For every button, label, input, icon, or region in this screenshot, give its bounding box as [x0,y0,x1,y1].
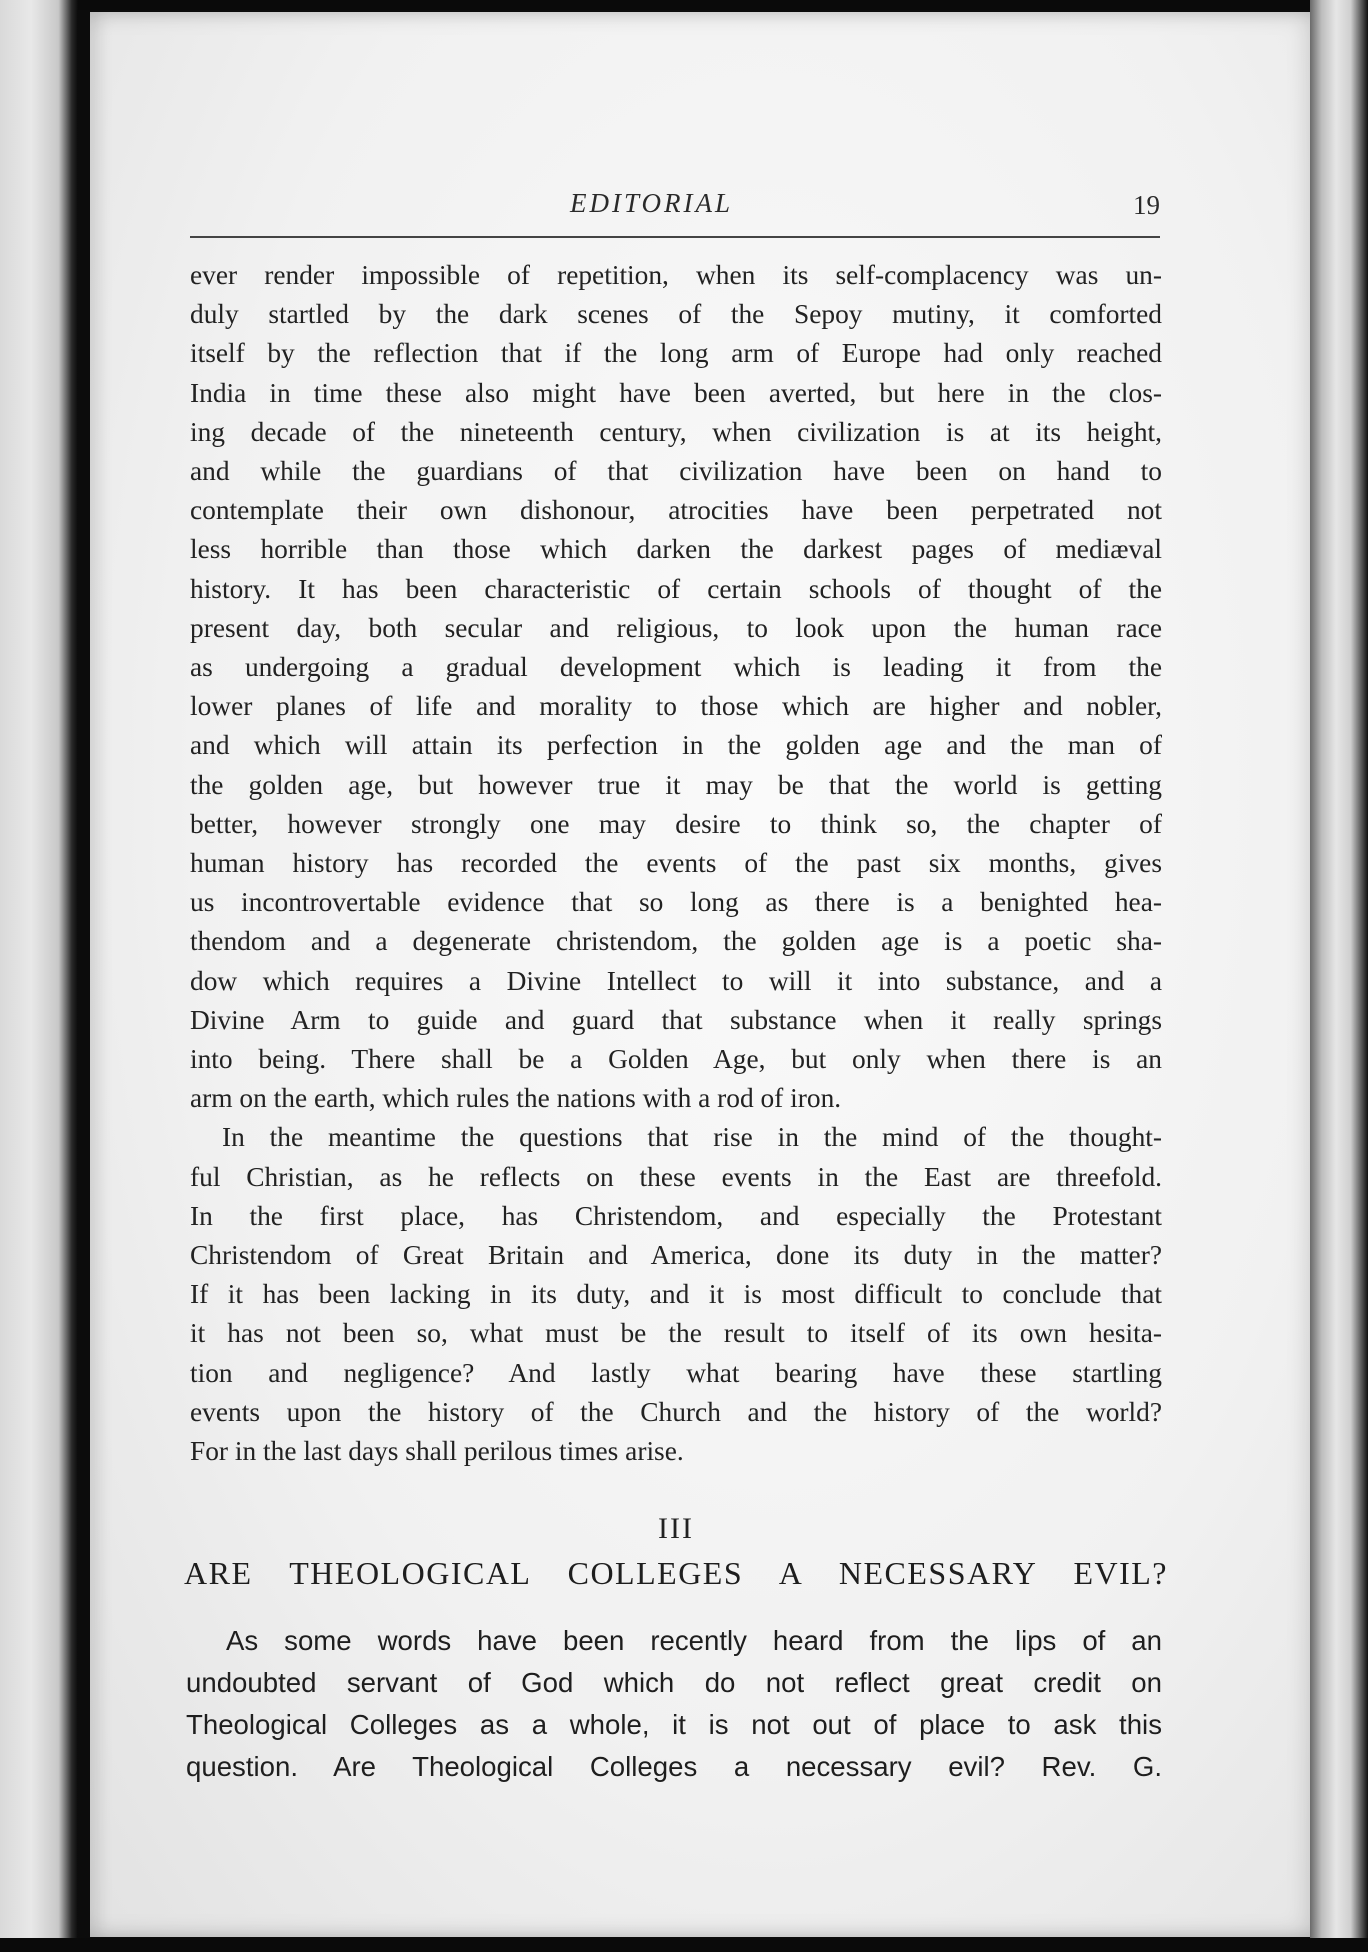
text-line: For in the last days shall perilous times arise. [190,1436,684,1467]
text-line: Christendom of Great Britain and America, done its duty in the matter? [190,1240,1162,1271]
paragraph-continued [190,256,1162,1118]
text-line: dow which requires a Divine Intellect to will it into substance, and a [190,965,1162,996]
text-line: itself by the reflection that if the long arm of Europe had only reached [190,338,1162,369]
text-line: duly startled by the dark scenes of the Sepoy mutiny, it comforted [190,299,1162,330]
body-text [190,256,1162,1471]
text-line: events upon the history of the Church and the history of the world? [190,1396,1162,1427]
text-line: ing decade of the nineteenth century, when civilization is at its height, [190,416,1162,447]
text-line: question. Are Theological Colleges a necessary evil? Rev. G. [186,1751,1162,1782]
text-line: present day, both secular and religious, to look upon the human race [190,612,1162,643]
text-line: In the first place, has Christendom, and especially the Protestant [190,1200,1162,1231]
text-line: us incontrovertable evidence that so long as there is a benighted hea- [190,887,1162,918]
text-line: into being. There shall be a Golden Age, but only when there is an [190,1044,1162,1075]
facing-page-edge [0,0,78,1952]
text-line: undoubted servant of God which do not reflect great credit on [186,1667,1162,1698]
text-line: thendom and a degenerate christendom, the golden age is a poetic sha- [190,926,1162,957]
text-line: and which will attain its perfection in the golden age and the man of [190,730,1162,761]
text-line: ful Christian, as he reflects on these events in the East are threefold. [190,1161,1162,1192]
text-line: In the meantime the questions that rise in the mind of the thought- [222,1122,1162,1153]
text-line: it has not been so, what must be the result to itself of its own hesita- [190,1318,1162,1349]
text-line: If it has been lacking in its duty, and it is most difficult to conclude that [190,1279,1162,1310]
text-line: India in time these also might have been averted, but here in the clos- [190,377,1162,408]
running-title: EDITORIAL [570,188,734,218]
text-line: human history has recorded the events of the past six months, gives [190,848,1162,879]
book-spine-edge [1310,0,1368,1952]
paragraph [190,1118,1162,1471]
text-line: ever render impossible of repetition, when its self-complacency was un- [190,260,1162,290]
section-body-text [186,1620,1162,1788]
scan-bottom-border [0,1938,1368,1952]
text-line: better, however strongly one may desire to think so, the chapter of [190,808,1162,839]
section-heading: ARE THEOLOGICAL COLLEGES A NECESSARY EVIL? [184,1555,1168,1591]
text-line: as undergoing a gradual development which is leading it from the [190,652,1162,683]
text-line: less horrible than those which darken the darkest pages of mediæval [190,534,1162,565]
text-line: As some words have been recently heard from the lips of an [226,1625,1162,1656]
text-line: Divine Arm to guide and guard that substance when it really springs [190,1004,1162,1035]
scan-top-border [0,0,1368,10]
text-line: Theological Colleges as a whole, it is not out of place to ask this [186,1709,1162,1740]
text-line: lower planes of life and morality to those which are higher and nobler, [190,691,1162,722]
page-number: 19 [1133,190,1160,220]
text-line: contemplate their own dishonour, atrocities have been perpetrated not [190,495,1162,526]
text-line: tion and negligence? And lastly what bearing have these startling [190,1357,1162,1388]
section-number: III [658,1512,694,1545]
header-rule [190,236,1160,238]
text-line: history. It has been characteristic of certain schools of thought of the [190,573,1162,604]
text-line: arm on the earth, which rules the nations with a rod of iron. [190,1083,842,1114]
running-header [190,188,1170,228]
text-line: and while the guardians of that civilization have been on hand to [190,456,1162,487]
text-line: the golden age, but however true it may be that the world is getting [190,769,1162,800]
